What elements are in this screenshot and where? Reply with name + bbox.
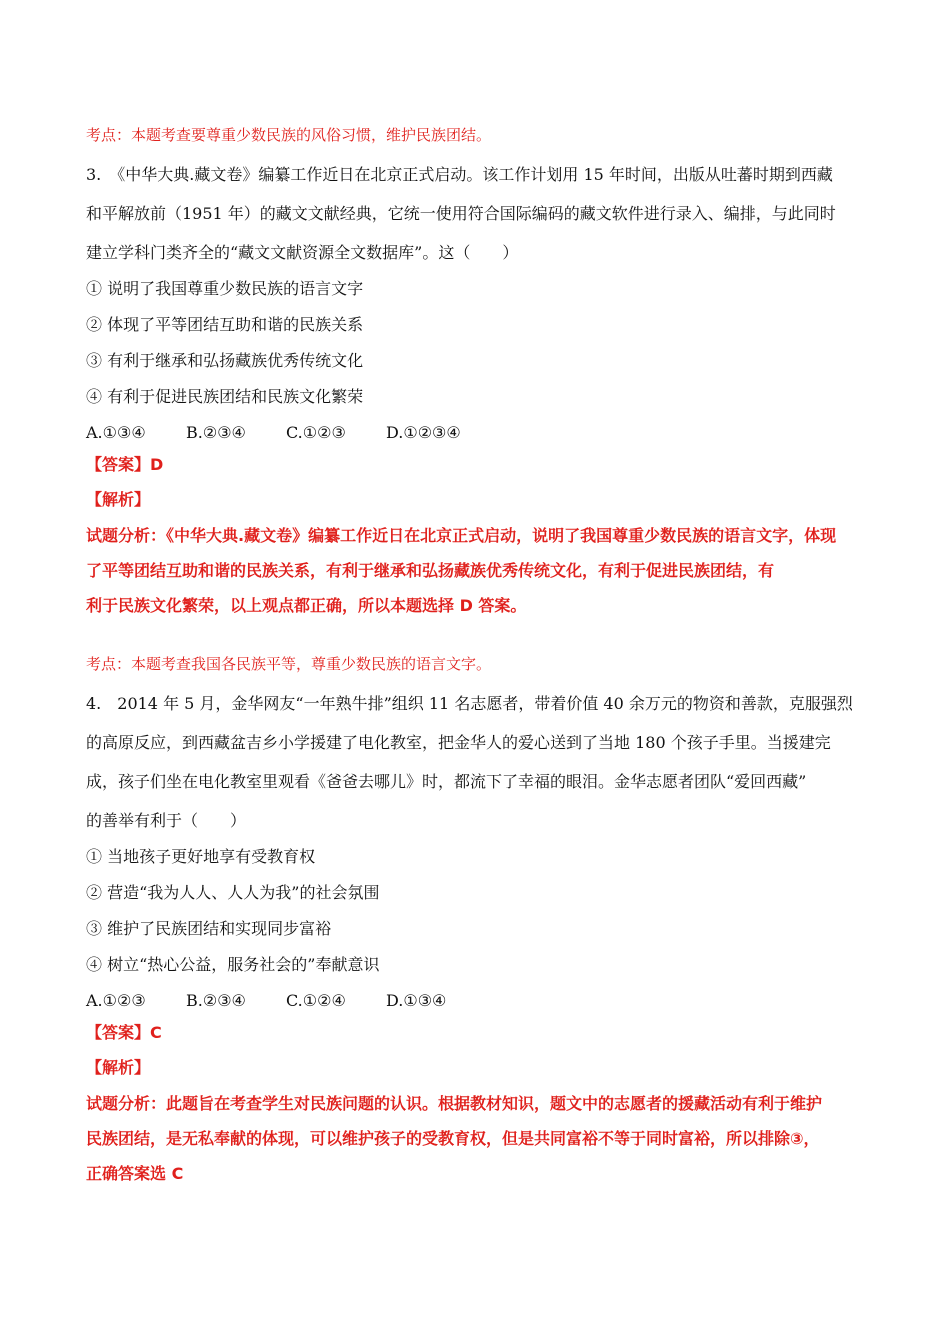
q4-analysis-line: 民族团结，是无私奉献的体现，可以维护孩子的受教育权，但是共同富裕不等于同时富裕，所以排除③， — [86, 1129, 820, 1148]
q3-choice-a: A.①③④ — [86, 423, 146, 442]
q4-stem-line: 4. 2014 年 5 月，金华网友“一年熟牛排”组织 11 名志愿者，带着价值 40 余万元的物资和善款，克服强烈 — [86, 694, 853, 713]
q4-option-3: ③ 维护了民族团结和实现同步富裕 — [86, 919, 332, 938]
q4-choice-c: C.①②④ — [286, 991, 346, 1010]
q4-choice-d: D.①③④ — [386, 991, 447, 1010]
q4-answer: 【答案】C — [86, 1023, 162, 1042]
q4-analysis-line: 试题分析：此题旨在考查学生对民族问题的认识。根据教材知识，题文中的志愿者的援藏活动有利于维护 — [86, 1094, 823, 1113]
q4-stem — [86, 693, 876, 832]
q3-analysis-line: 试题分析：《中华大典.藏文卷》编纂工作近日在北京正式启动，说明了我国尊重少数民族的语言文字，体现 — [86, 526, 837, 545]
q2-kaodian: 考点：本题考查要尊重少数民族的风俗习惯，维护民族团结。 — [86, 126, 492, 144]
q3-choice-d: D.①②③④ — [386, 423, 461, 442]
q4-option-4: ④ 树立“热心公益，服务社会的”奉献意识 — [86, 955, 380, 974]
q4-stem-line: 的善举有利于（ ） — [86, 811, 247, 830]
q3-choice-b: B.②③④ — [186, 423, 246, 442]
q3-option-3: ③ 有利于继承和弘扬藏族优秀传统文化 — [86, 351, 364, 370]
document-page — [86, 124, 876, 1185]
q3-stem-line: 和平解放前（1951 年）的藏文文献经典，它统一使用符合国际编码的藏文软件进行录入、编排，与此同时 — [86, 204, 836, 223]
q3-option-2: ② 体现了平等团结互助和谐的民族关系 — [86, 315, 364, 334]
q4-stem-line: 成，孩子们坐在电化教室里观看《爸爸去哪儿》时，都流下了幸福的眼泪。金华志愿者团队“爱回西藏” — [86, 772, 807, 791]
q4-analysis — [86, 1093, 876, 1185]
q4-option-1: ① 当地孩子更好地享有受教育权 — [86, 847, 316, 866]
q3-option-1: ① 说明了我国尊重少数民族的语言文字 — [86, 279, 364, 298]
q3-choices — [86, 422, 876, 444]
q3-stem-line: 3. 《中华大典.藏文卷》编纂工作近日在北京正式启动。该工作计划用 15 年时间，出版从吐蕃时期到西藏 — [86, 165, 833, 184]
q3-kaodian: 考点：本题考查我国各民族平等，尊重少数民族的语言文字。 — [86, 655, 492, 673]
q4-analysis-line: 正确答案选 C — [86, 1164, 184, 1183]
q3-analysis-label: 【解析】 — [86, 490, 151, 509]
q3-stem-line: 建立学科门类齐全的“藏文文献资源全文数据库”。这（ ） — [86, 243, 519, 262]
q4-analysis-label: 【解析】 — [86, 1058, 151, 1077]
q3-choice-c: C.①②③ — [286, 423, 346, 442]
q3-analysis-line: 了平等团结互助和谐的民族关系，有利于继承和弘扬藏族优秀传统文化，有利于促进民族团结，有 — [86, 561, 775, 580]
q4-option-2: ② 营造“我为人人、人人为我”的社会氛围 — [86, 883, 380, 902]
q3-analysis-line: 利于民族文化繁荣，以上观点都正确，所以本题选择 D 答案。 — [86, 596, 527, 615]
q3-stem — [86, 164, 876, 264]
q4-choice-b: B.②③④ — [186, 991, 246, 1010]
q3-answer: 【答案】D — [86, 455, 164, 474]
q4-choice-a: A.①②③ — [86, 991, 146, 1010]
q3-option-4: ④ 有利于促进民族团结和民族文化繁荣 — [86, 387, 364, 406]
q4-stem-line: 的高原反应，到西藏盆吉乡小学援建了电化教室，把金华人的爱心送到了当地 180 个孩子手里。当援建完 — [86, 733, 831, 752]
q4-choices — [86, 990, 876, 1012]
q3-analysis — [86, 525, 876, 617]
